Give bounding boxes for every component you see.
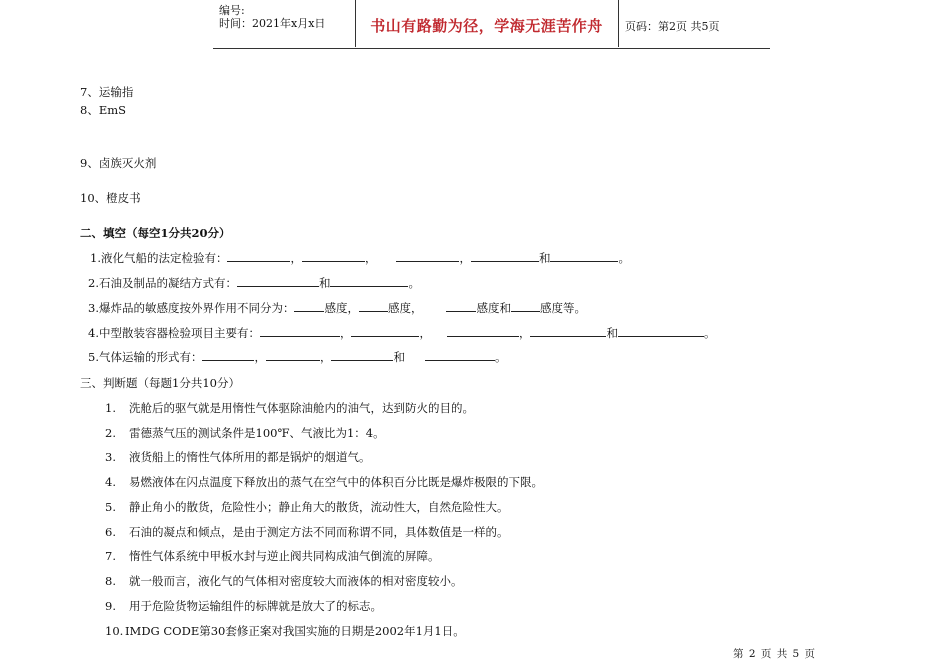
section-title-true-false: 三、判断题（每题1分共10分） — [80, 376, 240, 390]
answer-blank — [359, 300, 388, 312]
answer-blank — [618, 325, 704, 337]
judgment-item-3 — [105, 449, 371, 465]
fill-question-2 — [88, 275, 420, 291]
blank-suffix: 感度， — [387, 301, 423, 315]
separator: ， — [319, 350, 332, 364]
answer-blank — [227, 250, 290, 262]
answer-blank — [471, 250, 539, 262]
judgment-item-5 — [105, 499, 509, 515]
fill-question-5 — [88, 349, 506, 365]
item-number: 3. — [105, 450, 116, 464]
answer-blank — [511, 300, 540, 312]
answer-blank — [331, 349, 393, 361]
header-page-cell — [618, 0, 770, 47]
term-item-9: 9、卤族灭火剂 — [80, 156, 157, 170]
fill-question-1 — [90, 250, 630, 266]
item-text: IMDG CODE第30套修正案对我国实施的日期是2002年1月1日。 — [125, 624, 465, 638]
header-motto: 书山有路勤为径，学海无涯苦作舟 — [370, 17, 603, 35]
conjunction: 和 — [538, 251, 551, 265]
item-text: 洗舱后的驱气就是用惰性气体驱除油舱内的油气，达到防火的目的。 — [129, 401, 474, 415]
question-text: 3.爆炸品的敏感度按外界作用不同分为： — [88, 301, 295, 315]
conjunction: 和 — [393, 350, 405, 364]
item-text: 惰性气体系统中甲板水封与逆止阀共同构成油气倒流的屏障。 — [129, 549, 440, 563]
separator: ， — [339, 326, 352, 340]
question-text: 5.气体运输的形式有： — [88, 350, 203, 364]
period: 。 — [703, 326, 716, 340]
period: 。 — [408, 276, 420, 290]
item-text: 就一般而言，液化气的气体相对密度较大而液体的相对密度较小。 — [129, 574, 463, 588]
item-text: 液货船上的惰性气体所用的都是锅炉的烟道气。 — [129, 450, 371, 464]
item-number: 4. — [105, 475, 116, 489]
separator: ， — [254, 350, 266, 364]
conjunction: 和 — [606, 326, 618, 340]
separator: ， — [459, 251, 471, 265]
document-number-label: 编号: — [219, 4, 245, 17]
blank-suffix: 感度和 — [476, 301, 511, 315]
answer-blank — [351, 325, 419, 337]
answer-blank — [202, 349, 254, 361]
question-text: 4.中型散装容器检验项目主要有： — [88, 326, 260, 340]
fill-question-3 — [88, 300, 586, 316]
item-number: 1. — [105, 401, 116, 415]
separator: ， — [419, 326, 431, 340]
answer-blank — [294, 300, 324, 312]
judgment-item-10 — [105, 623, 465, 639]
item-number: 9. — [105, 599, 116, 613]
question-text: 2.石油及制品的凝结方式有： — [88, 276, 237, 290]
item-number: 6. — [105, 525, 116, 539]
answer-blank — [530, 325, 606, 337]
item-number: 8. — [105, 574, 116, 588]
judgment-item-4 — [105, 474, 543, 490]
answer-blank — [447, 325, 519, 337]
judgment-item-1 — [105, 400, 474, 416]
item-number: 2. — [105, 426, 116, 440]
conjunction: 和 — [318, 276, 331, 290]
header-page-label: 页码：第2页 共5页 — [625, 20, 720, 33]
item-number: 10. — [105, 624, 124, 638]
section-title-fill-in: 二、填空（每空1分共20分） — [80, 226, 231, 240]
item-text: 雷德蒸气压的测试条件是100℉、气液比为1：4。 — [129, 426, 385, 440]
header-motto-cell — [355, 0, 619, 47]
header-meta-cell — [213, 0, 356, 47]
answer-blank — [425, 349, 495, 361]
separator: ， — [518, 326, 531, 340]
answer-blank — [302, 250, 365, 262]
page-footer: 第 2 页 共 5 页 — [733, 648, 817, 660]
answer-blank — [446, 300, 476, 312]
judgment-item-2 — [105, 425, 385, 441]
answer-blank — [237, 275, 319, 287]
answer-blank — [396, 250, 459, 262]
judgment-item-7 — [105, 548, 440, 564]
term-item-10: 10、橙皮书 — [80, 191, 141, 205]
separator: ， — [290, 251, 302, 265]
fill-question-4 — [88, 325, 715, 341]
item-text: 石油的凝点和倾点，是由于测定方法不同而称谓不同，具体数值是一样的。 — [129, 525, 509, 539]
judgment-item-6 — [105, 524, 509, 540]
period: 。 — [494, 350, 507, 364]
blank-suffix: 感度， — [324, 301, 359, 315]
judgment-item-9 — [105, 598, 382, 614]
item-text: 静止角小的散货，危险性小；静止角大的散货，流动性大，自然危险性大。 — [129, 500, 509, 514]
document-time-label: 时间：2021年x月x日 — [219, 17, 326, 30]
term-item-8: 8、EmS — [80, 103, 126, 117]
answer-blank — [266, 349, 320, 361]
question-text: 1.液化气船的法定检验有： — [90, 251, 228, 265]
answer-blank — [330, 275, 408, 287]
term-item-7: 7、运输指 — [80, 85, 134, 99]
judgment-item-8 — [105, 573, 463, 589]
separator: ， — [364, 251, 377, 265]
item-number: 7. — [105, 549, 116, 563]
blank-suffix: 感度等。 — [539, 301, 586, 315]
period: 。 — [618, 251, 630, 265]
answer-blank — [260, 325, 340, 337]
answer-blank — [550, 250, 618, 262]
page-header — [213, 0, 770, 49]
item-number: 5. — [105, 500, 116, 514]
item-text: 用于危险货物运输组件的标牌就是放大了的标志。 — [129, 599, 382, 613]
item-text: 易燃液体在闪点温度下释放出的蒸气在空气中的体积百分比既是爆炸极限的下限。 — [129, 475, 543, 489]
